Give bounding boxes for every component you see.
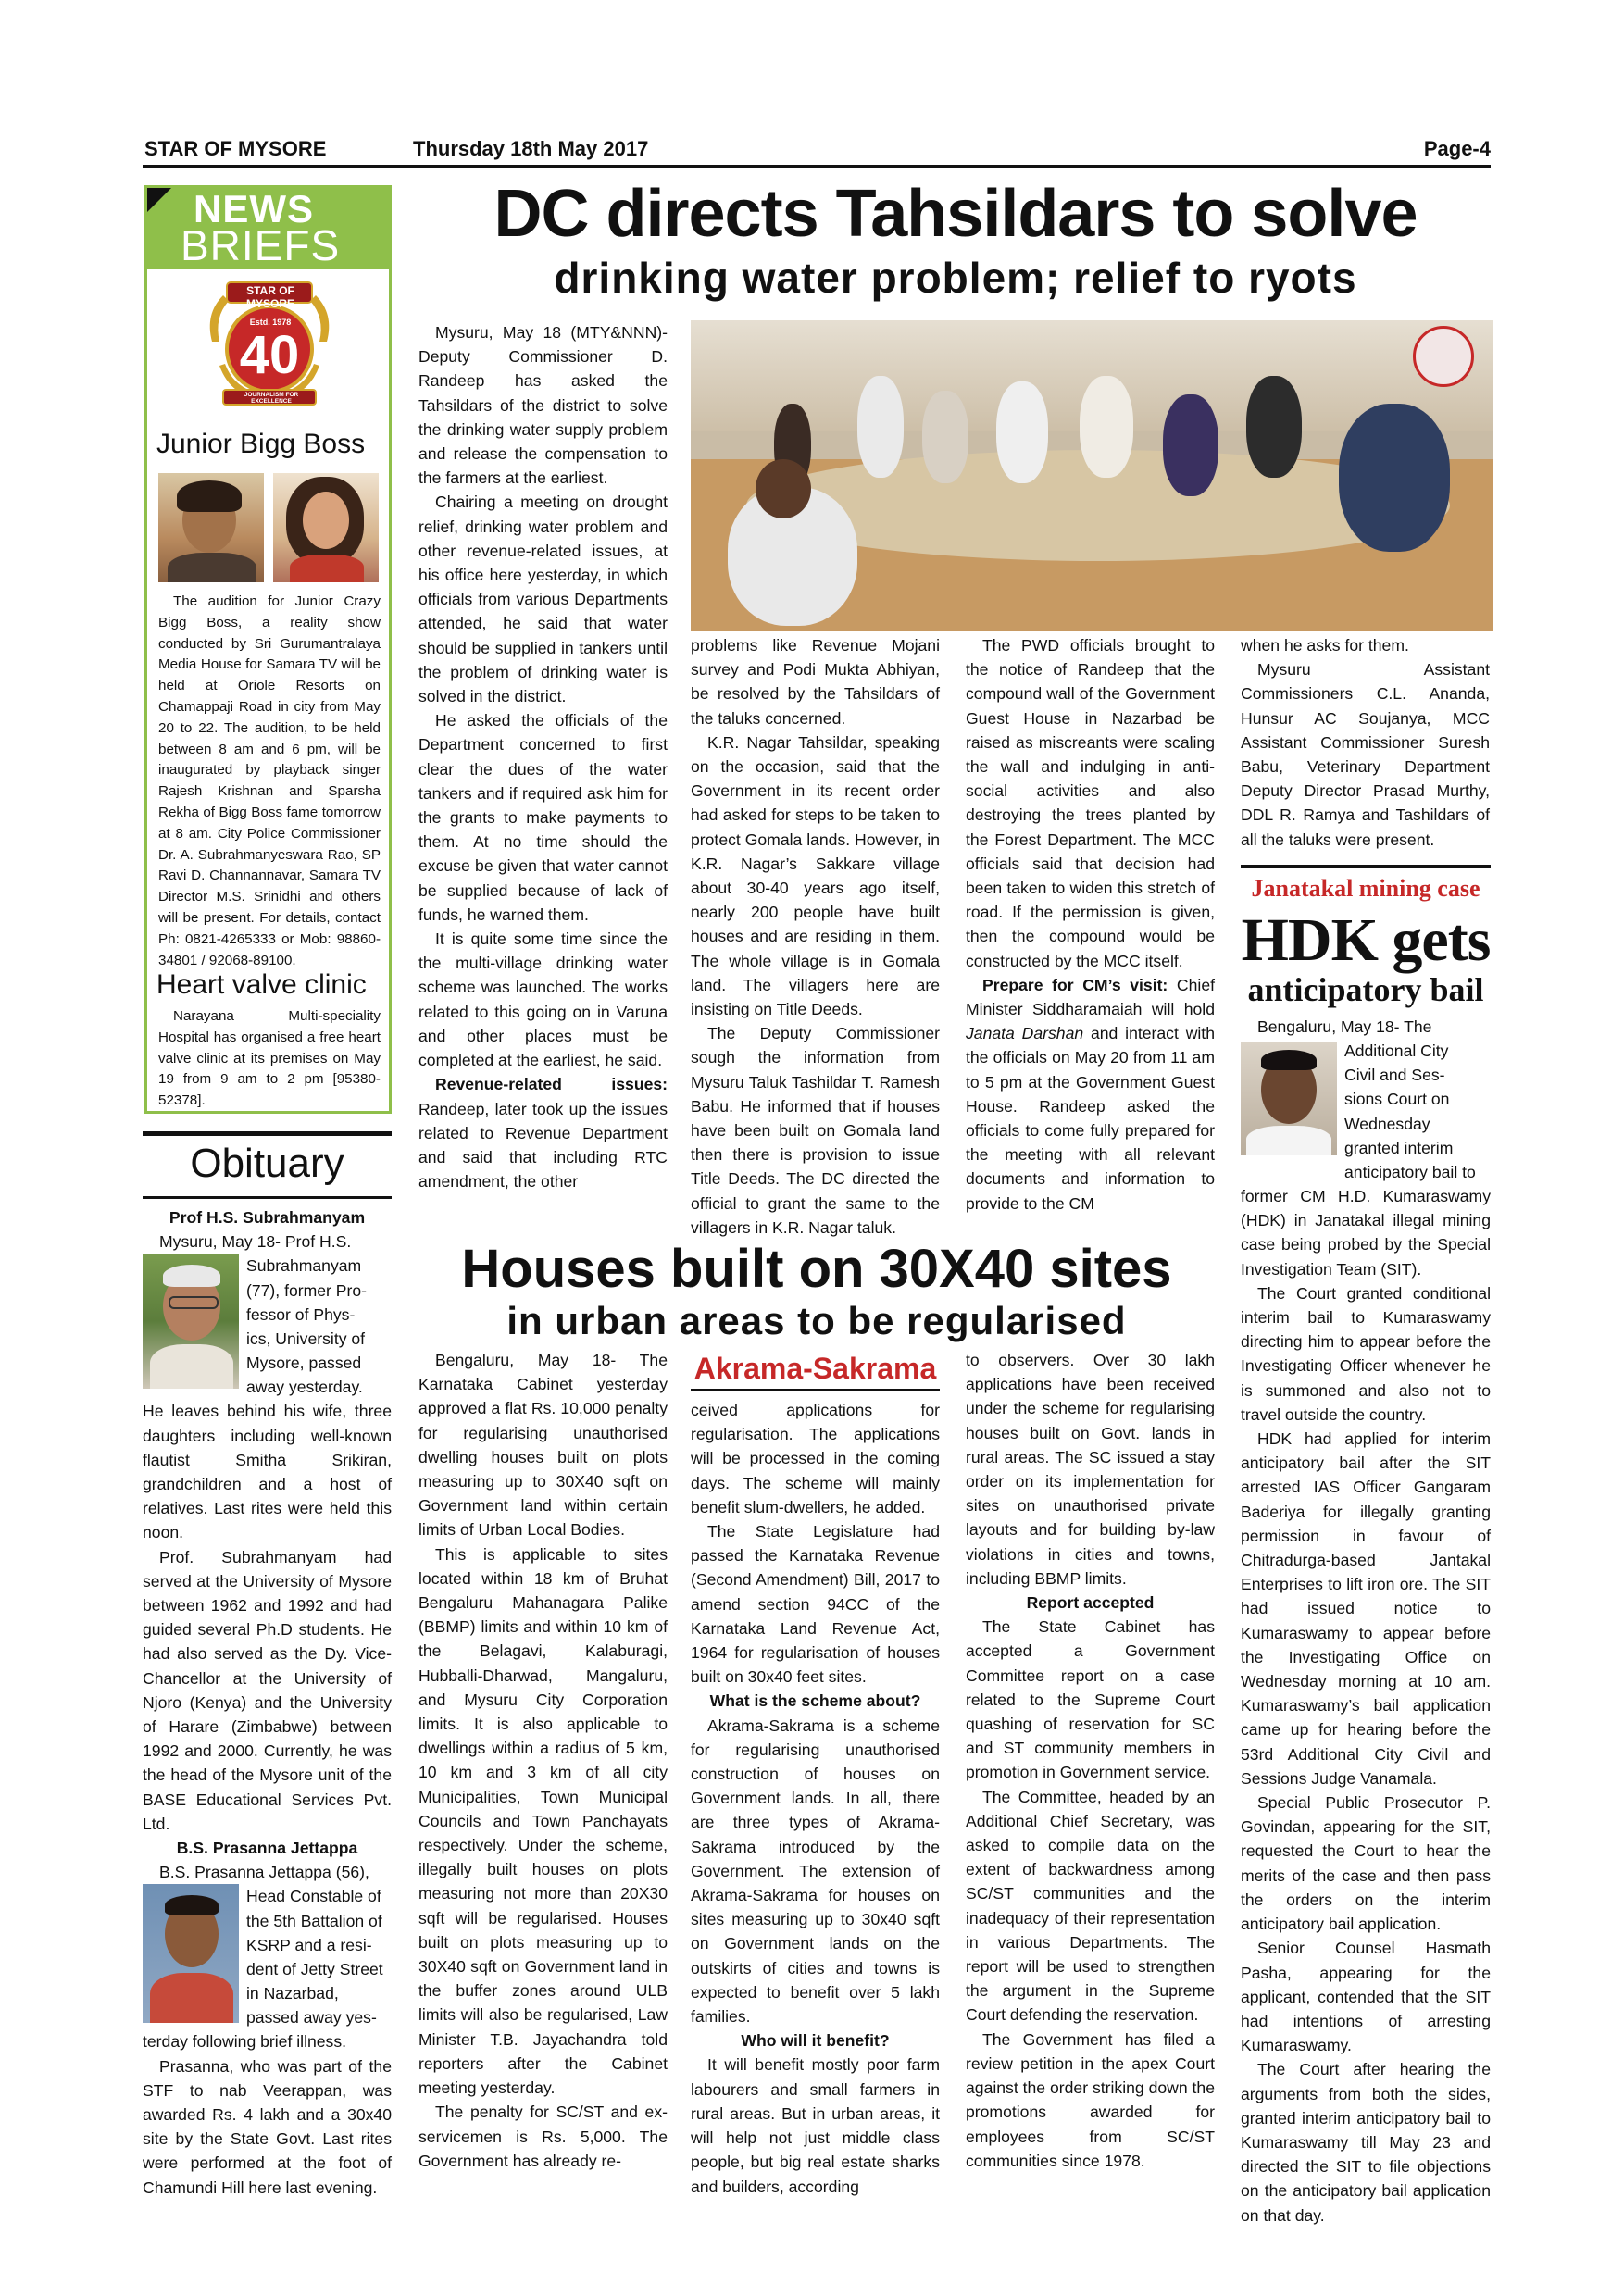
logo-number: 40: [239, 325, 300, 385]
story1-subhead: drinking water problem; relief to ryots: [554, 254, 1357, 302]
story1-headline: DC directs Tahsildars to solve: [493, 177, 1418, 251]
obit1-wrap-line: fessor of Phys-: [246, 1304, 356, 1324]
story1-paragraph: It is quite some time since the the multi-village drinking water scheme was launched. The works related to this going on in Varuna and other places must be completed at the earliest, he said.: [418, 930, 668, 1070]
brief1-photo-man: [158, 473, 264, 582]
logo-top-text: STAR OF MYSORE: [245, 284, 294, 310]
obit1-wrap-line: Subrahmanyam: [246, 1256, 362, 1276]
hdk-headline: HDK gets: [1241, 906, 1491, 974]
hdk-subhead: anticipatory bail: [1247, 971, 1484, 1008]
obit1-wrap-line: Mysore, passed: [246, 1354, 362, 1373]
story1-col2: [691, 633, 940, 1240]
houses-paragraph: Bengaluru, May 18- The Karnataka Cabinet yesterday approved a flat Rs. 10,000 penalty for regularising unauthorised dwelling houses built on plots measuring up to 30X40 sqft on Government land within certain limits of Urban Local Bodies.: [418, 1351, 668, 1540]
brief1-heading: Junior Bigg Boss: [156, 429, 366, 459]
hdk-kicker: Janatakal mining case: [1251, 875, 1480, 902]
story1-paragraph: Chief Minister Siddharamaiah will hold: [966, 975, 1215, 1019]
issue-date: Thursday 18th May 2017: [413, 137, 649, 160]
houses-col2: [691, 1398, 940, 2199]
houses-paragraph: Akrama-Sakrama is a scheme for regularising unauthorised construction of houses on Government lands. In all, there are three types of Akrama-Sakrama introduced by the Government. The extension of Akrama-Sakrama for houses on sites measuring up to 30x40 sqft on Government lands on the outskirts of cities and towns is expected to benefit over 5 lakh families.: [691, 1716, 940, 2027]
news-briefs-title-top: NEWS: [194, 187, 314, 231]
story1-paragraph: when he asks for them.: [1241, 636, 1409, 655]
obit1-rest: He leaves behind his wife, three daughters including well-known flautist Smitha Srikiran, grandchildren and a host of relatives. Last rites were held this noon.: [143, 1402, 392, 1542]
obit1-wrap-line: ics, University of: [246, 1329, 366, 1349]
obit1-name: Prof H.S. Subrahmanyam: [169, 1208, 366, 1227]
story1-paragraph: The Deputy Commissioner sough the information from Mysuru Taluk Tashildar T. Ramesh Babu. He informed that if houses have been built on Gomala land then there is provision to issue Title Deeds. The DC directed the official to grant the same to the villagers in K.R. Nagar taluk.: [691, 1024, 940, 1237]
houses-col3: [966, 1348, 1215, 2173]
obit1-wrap-line: away yesterday.: [246, 1378, 363, 1397]
obit2-wrap-line: in Nazarbad,: [246, 1984, 339, 2003]
story1-paragraph: He asked the officials of the Department concerned to first clear the dues of the water tankers and if required ask him for the grants to make payments to them. At no time should the excuse be given that water cannot be supplied because of lack of funds, he warned them.: [418, 711, 668, 924]
corner-mark: [147, 188, 171, 212]
obit2-para2: Prasanna, who was part of the STF to nab Veerappan, was awarded Rs. 4 lakh and a 30x40 site by the State Govt. Last rites were performed at the foot of Chamundi Hill here last evening.: [143, 2056, 392, 2197]
story1-subhead-revenue: Revenue-related issues:: [435, 1075, 668, 1094]
obit1-wrap: [143, 1254, 392, 1399]
obit2-wrap-line: passed away yes-: [246, 2008, 377, 2028]
brief2-body: [158, 1006, 381, 1112]
obituary-bottom-rule: [143, 1196, 392, 1199]
obit2-wrap-line: dent of Jetty Street: [246, 1960, 383, 1979]
story1-paragraph: The PWD officials brought to the notice of Randeep that the compound wall of the Government Guest House in Nazarbad be raised as miscreants were scaling the wall and indulging in anti-social activities and also destroying the trees planted by the Forest Department. The MCC officials said that decision had been taken to widen this stretch of road. If the permission is given, then the compound would be constructed by the MCC itself.: [966, 636, 1215, 970]
janata-darshan: Janata Darshan: [966, 1024, 1084, 1043]
hdk-photo: [1241, 1042, 1337, 1155]
hdk-wrap-line: granted interim: [1344, 1138, 1454, 1157]
meeting-photo: [691, 320, 1493, 631]
houses-paragraph: The penalty for SC/ST and ex-servicemen is Rs. 5,000. The Government has already re-: [418, 2103, 668, 2170]
obit1-para2: Prof. Subrahmanyam had served at the University of Mysore between 1962 and 1992 and had guided several Ph.D students. He had also served as the Dy. Vice-Chancellor at the University of Njoro (Kenya) and the University of Harare (Zimbabwe) between 1992 and 2000. Currently, he was the head of the Mysore unit of the BASE Educational Services Pvt. Ltd.: [143, 1547, 392, 1833]
story1-paragraph: Randeep, later took up the issues related to Revenue Department and said that including RTC amendment, the other: [418, 1099, 668, 1192]
houses-paragraph: The Committee, headed by an Additional Chief Secretary, was asked to compile data on the extent of backwardness among SC/ST communities and the inadequacy of their representation in various Departments. The report will be used to strengthen the argument in the Supreme Court defending the reservation.: [966, 1787, 1215, 2025]
brief1-photo-woman: [273, 473, 379, 582]
houses-subhead-scheme: What is the scheme about?: [709, 1691, 921, 1711]
page-number: Page-4: [1423, 137, 1491, 160]
houses-paragraph: The State Legislature had passed the Karnataka Revenue (Second Amendment) Bill, 2017 to amend section 94CC of the Karnataka Land Revenue Act, 1964 for regularisation of houses built on 30x40 feet sites.: [691, 1522, 940, 1687]
obit2-wrap: [143, 1884, 392, 2029]
story1-paragraph: problems like Revenue Mojani survey and Podi Mukta Abhiyan, be resolved by the Tahsildars of the taluks concerned.: [691, 636, 940, 728]
news-briefs-title-bottom: BRIEFS: [181, 221, 341, 269]
news-briefs-box: [144, 185, 392, 1114]
obit2-name: B.S. Prasanna Jettappa: [176, 1839, 358, 1858]
hdk-paragraph: The Court after hearing the arguments from both the sides, granted interim anticipatory bail to Kumaraswamy till May 23 and directed the SIT to file objections on the anticipatory bail application on that day.: [1241, 2060, 1491, 2225]
hdk-wrap-line: Wednesday: [1344, 1114, 1430, 1133]
hdk-wrap: [1241, 1015, 1491, 1184]
story1-paragraph: and interact with the officials on May 20 from 11 am to 5 pm at the Government Guest House. Randeep asked the officials to come fully prepared for the meeting with all relevant documents and information to provide to the CM: [966, 1024, 1215, 1213]
obit1-wrap-text: [246, 1254, 392, 1399]
story1-col4: [1241, 633, 1490, 852]
obituary-title: Obituary: [190, 1141, 344, 1186]
story1-paragraph: Chairing a meeting on drought relief, drinking water problem and other revenue-related issues, at his office here yesterday, in which officials from various Departments attended, he said that water should be supplied in tankers until the problem of drinking water is solved in the district.: [418, 493, 668, 706]
brief2-text: Narayana Multi-speciality Hospital has organised a free heart valve clinic at its premises on May 19 from 9 am to 2 pm [95380-52378].: [158, 1008, 381, 1109]
obit1-line: Mysuru, May 18- Prof H.S.: [159, 1232, 352, 1252]
houses-paragraph: The Government has filed a review petition in the apex Court against the order striking down the promotions awarded for employees from SC/ST communities since 1978.: [966, 2029, 1215, 2170]
hdk-top-rule: [1241, 865, 1491, 868]
obit2-line: B.S. Prasanna Jettappa (56),: [159, 1863, 369, 1882]
obit2-wrap-line: the 5th Battalion of: [246, 1911, 382, 1930]
houses-headline: Houses built on 30X40 sites: [461, 1239, 1172, 1299]
obituary-column: [143, 1205, 392, 2200]
obit2-photo: [143, 1884, 239, 2023]
brief1-text: The audition for Junior Crazy Bigg Boss, a reality show conducted by Sri Gurumantralaya Media House for Samara TV will be held at Oriole Resorts on Chamappaji Road in city from May 20 to 22. The audition, to be held between 8 am and 6 pm, will be inaugurated by playback singer Rajesh Krishnan and Sparsha Rekha of Bigg Boss fame tomorrow at 8 am. City Police Commissioner Dr. A. Subrahmanyeswara Rao, SP Ravi D. Channannavar, Samara TV Director M.S. Srinidhi and others will be present. For details, contact Ph: 0821-4265333 or Mob: 98860-34801 / 92068-89100.: [158, 593, 381, 968]
hdk-wrap-text: [1344, 1039, 1491, 1184]
houses-paragraph: The State Cabinet has accepted a Government Committee report on a case related to the Supreme Court quashing of reservation for SC and ST community members in promotion in Government service.: [966, 1617, 1215, 1782]
hdk-wrap-line: Civil and Ses-: [1344, 1066, 1445, 1085]
obit2-rest: terday following brief illness.: [143, 2032, 347, 2052]
logo-estd: Estd. 1978: [249, 318, 292, 327]
hdk-paragraph: Senior Counsel Hasmath Pasha, appearing for the applicant, contended that the SIT had intentions of arresting Kumaraswamy.: [1241, 1939, 1491, 2055]
story1-col1: [418, 320, 668, 1193]
houses-subhead-benefit: Who will it benefit?: [741, 2031, 890, 2051]
story1-paragraph: K.R. Nagar Tahsildar, speaking on the occasion, said that the Government in its recent order had asked for steps to be taken to protect Gomala lands. However, in K.R. Nagar’s Sakkare village about 30-40 years ago itself, nearly 200 people have built houses and are residing in them. The whole village is in Gomala land. The villagers here are insisting on Title Deeds.: [691, 732, 940, 1019]
hdk-paragraph: The Court granted conditional interim bail to Kumaraswamy directing him to appear before the Investigating Officer whenever he is summoned and also not to travel outside the country.: [1241, 1283, 1491, 1424]
paper-name: STAR OF MYSORE: [144, 137, 327, 160]
logo-bottom-text: JOURNALISM FOR EXCELLENCE: [244, 392, 299, 405]
houses-paragraph: to observers. Over 30 lakh applications have been received under the scheme for regularising houses built on Govt. lands in rural areas. The SC issued a stay order on its implementation for sites on unauthorised private layouts and for building by-law violations in cities and towns, including BBMP limits.: [966, 1351, 1215, 1588]
hdk-paragraph: HDK had applied for interim anticipatory bail after the SIT arrested IAS Officer Gangaram Baderiya for illegally granting permission in favour of Chitradurga-based Jantakal Enterprises to lift iron ore. The SIT had issued notice to Kumaraswamy to appear before the Investigating Office on Wednesday morning at 10 am. Kumaraswamy’s bail application came up for hearing before the 53rd Additional City Civil and Sessions Judge Vanamala.: [1241, 1429, 1491, 1788]
obit2-wrap-line: KSRP and a resi-: [246, 1935, 372, 1954]
obit1-photo: [143, 1254, 239, 1389]
story1-col3: [966, 633, 1215, 1216]
obit2-wrap-line: Head Constable of: [246, 1887, 381, 1906]
hdk-column: [1241, 1015, 1491, 2227]
story1-paragraph: Mysuru Assistant Commissioners C.L. Ananda, Hunsur AC Soujanya, MCC Assistant Commissioner Suresh Babu, Veterinary Department Deputy Director Prasad Murthy, DDL R. Ramya and Tashildars of all the taluks were present.: [1241, 660, 1490, 849]
hdk-paragraph: former CM H.D. Kumaraswamy (HDK) in Janatakal illegal mining case being probed by the Special Investigation Team (SIT).: [1241, 1187, 1491, 1279]
hdk-paragraph: Special Public Prosecutor P. Govindan, appearing for the SIT, requested the Court to hear the merits of the case and then pass the orders on the interim anticipatory bail application.: [1241, 1793, 1491, 1934]
story1-paragraph: Mysuru, May 18 (MTY&NNN)- Deputy Commissioner D. Randeep has asked the Tahsildars of the district to solve the drinking water supply problem and release the compensation to the farmers at the earliest.: [418, 323, 668, 488]
brief1-body: [158, 592, 381, 971]
houses-subhead-report: Report accepted: [1026, 1593, 1155, 1613]
obit2-wrap-text: [246, 1884, 392, 2029]
hdk-wrap-line: Bengaluru, May 18- The: [1257, 1017, 1432, 1036]
houses-subhead: in urban areas to be regularised: [506, 1299, 1127, 1342]
hdk-wrap-line: sions Court on: [1344, 1090, 1450, 1109]
houses-paragraph: It will benefit mostly poor farm labourers and small farmers in rural areas. But in urban areas, it will help not just middle class people, but big real estate sharks and builders, according: [691, 2055, 940, 2196]
obit1-wrap-line: (77), former Pro-: [246, 1280, 368, 1300]
houses-paragraph: This is applicable to sites located within 18 km of Bruhat Bengaluru Mahanagara Palike (BBMP) limits and within 10 km of the Belagavi, Kalaburagi, Hubballi-Dharwad, Mangaluru, and Mysuru City Corporation limits. It is also applicable to dwellings within a radius of 5 km, 10 km and 3 km of all city Municipalities, Town Municipal Councils and Town Panchayats respectively. Under the scheme, illegally built houses on plots measuring not more than 20X30 sqft will be regularised. Houses built on plots measuring up to 30X40 sqft on Government land in the buffer zones around ULB limits will also be regularised, Law Minister T.B. Jayachandra told reporters after the Cabinet meeting yesterday.: [418, 1544, 668, 2098]
hdk-wrap-line: Additional City: [1344, 1042, 1449, 1060]
houses-paragraph: ceived applications for regularisation. The applications will be processed in the coming days. The scheme will mainly benefit slum-dwellers, he added.: [691, 1401, 940, 1516]
houses-col1: [418, 1348, 668, 2173]
brief2-heading: Heart valve clinic: [156, 969, 367, 1000]
story1-subhead-cm: Prepare for CM’s visit:: [982, 975, 1168, 994]
masthead-rule: [143, 165, 1491, 168]
akrama-sakrama-tag: Akrama-Sakrama: [691, 1348, 940, 1391]
hdk-wrap-line: anticipatory bail to: [1344, 1163, 1476, 1182]
